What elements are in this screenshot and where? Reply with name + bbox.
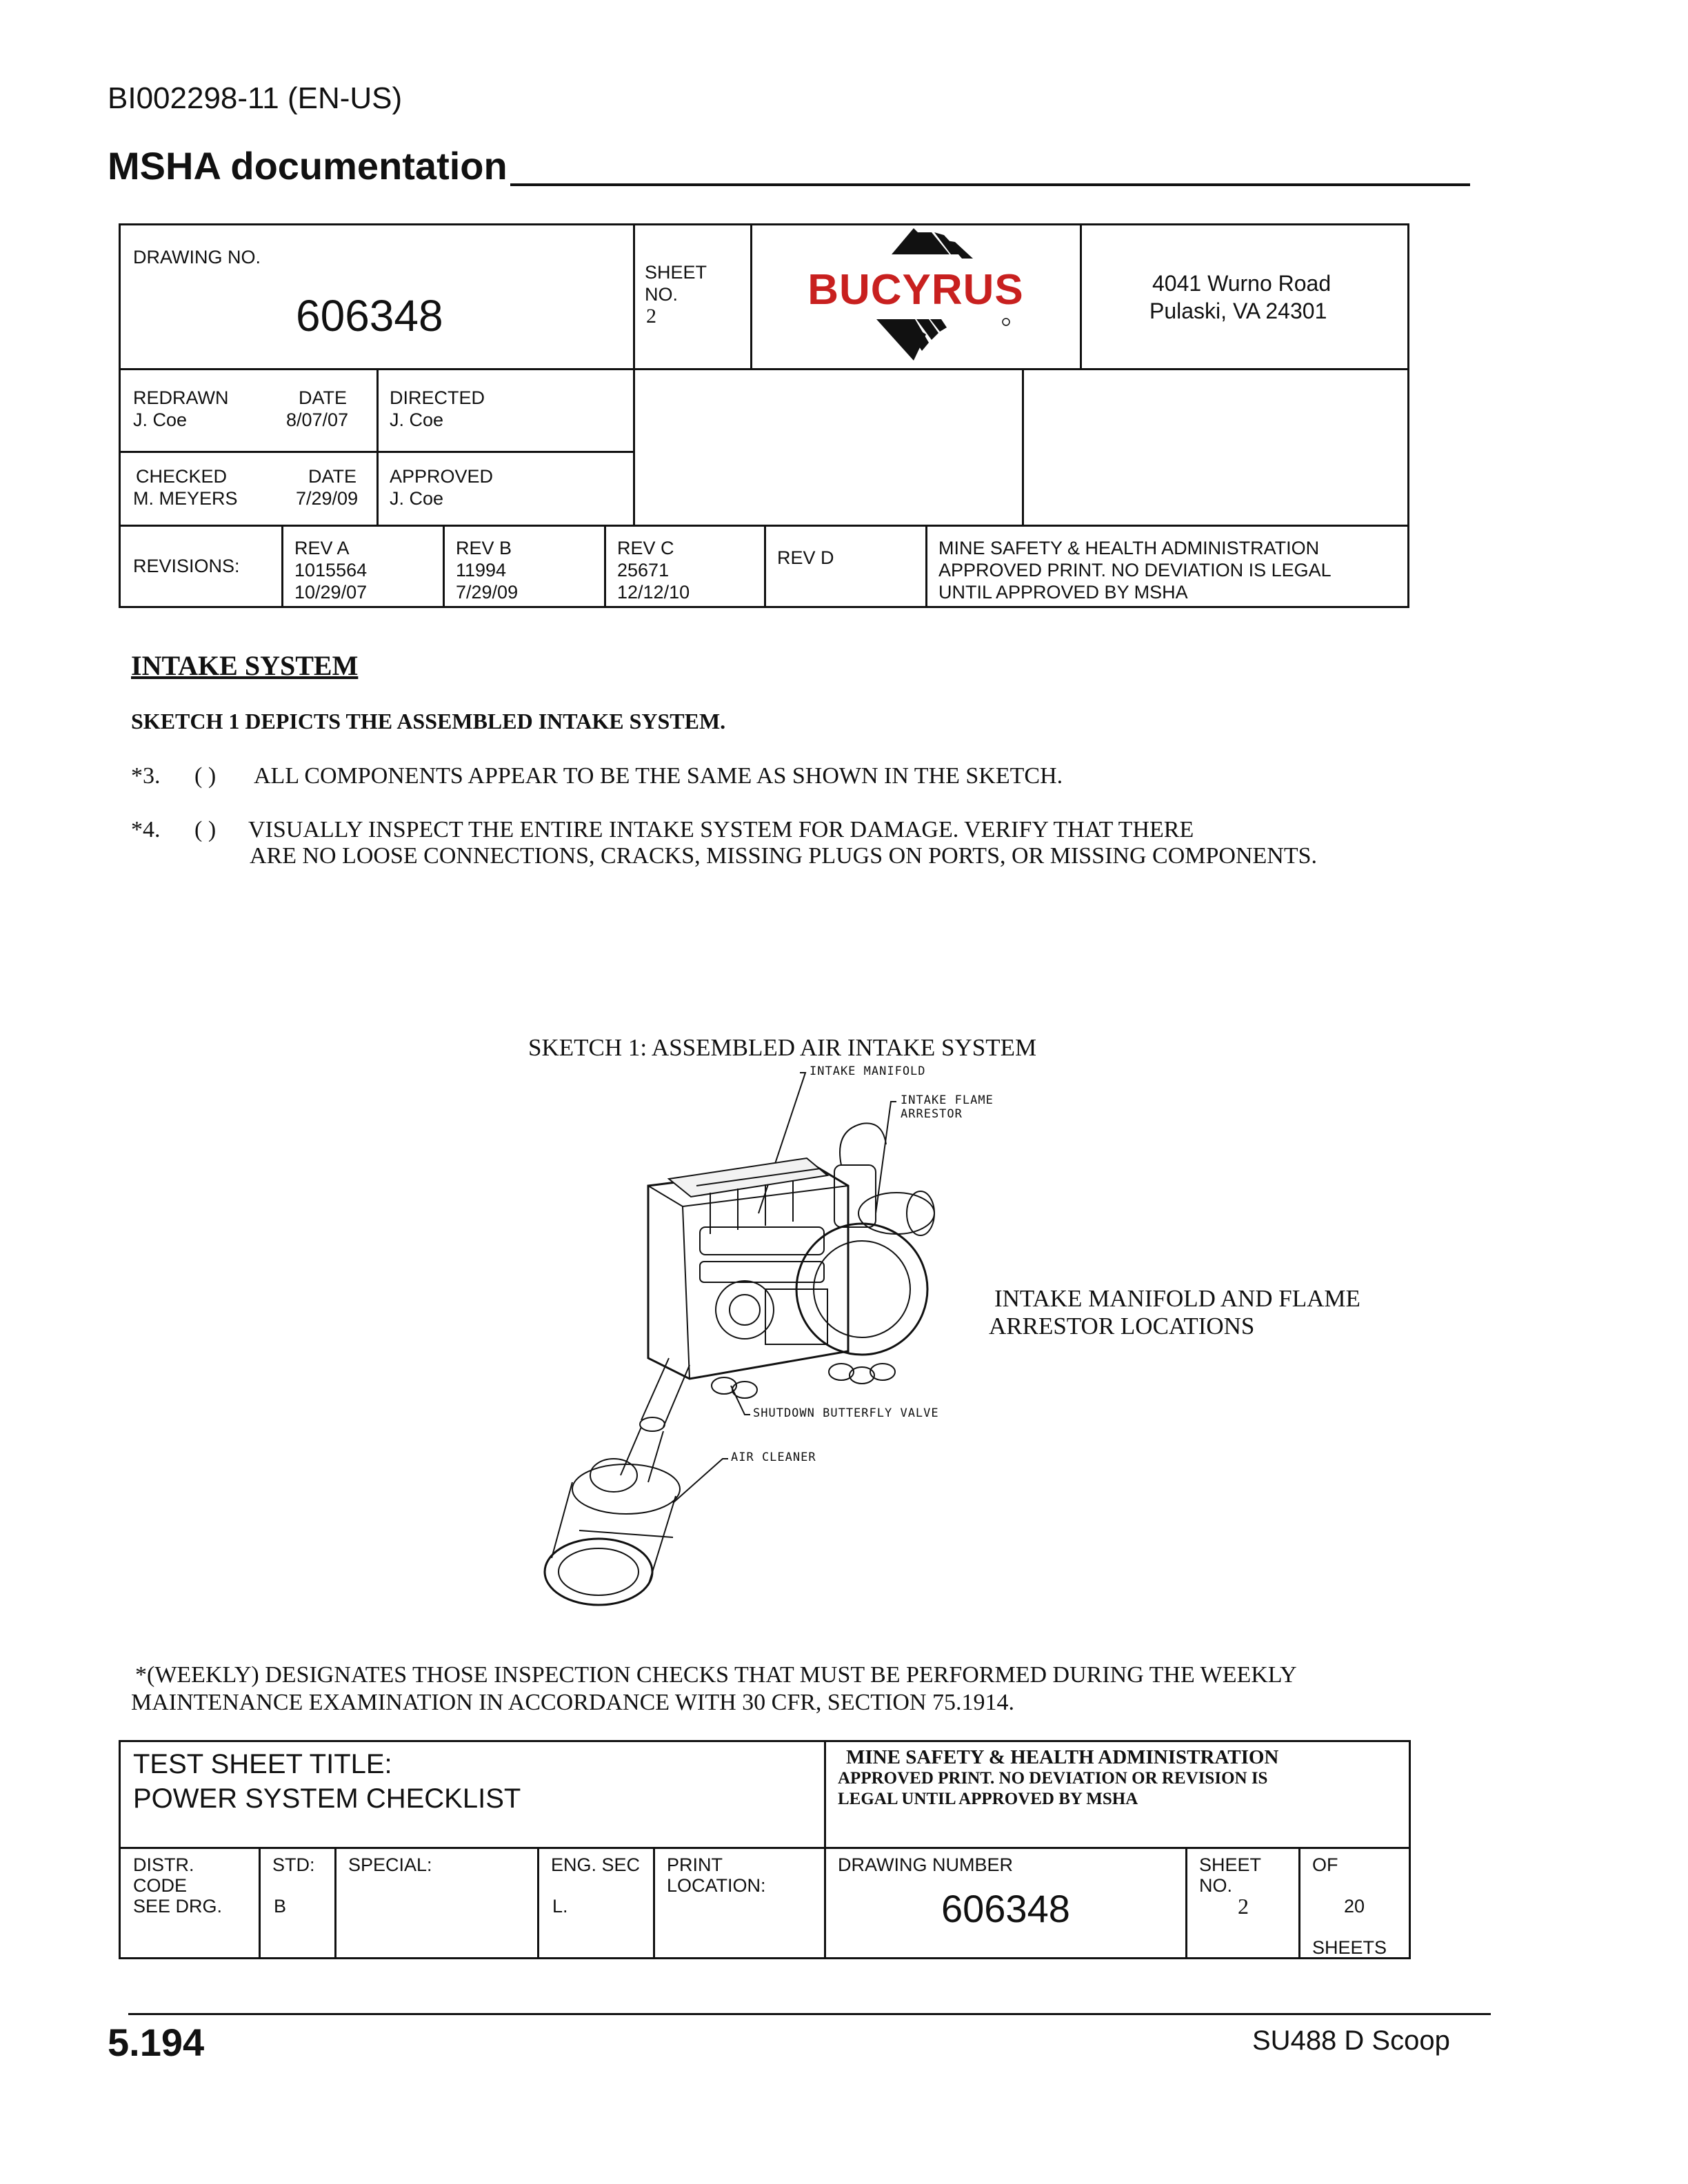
test-sheet-title: POWER SYSTEM CHECKLIST <box>133 1783 521 1814</box>
logo-mark-icon <box>754 227 1078 367</box>
product-name: SU488 D Scoop <box>1252 2025 1450 2056</box>
footer-rule <box>128 2013 1491 2015</box>
distr-label-2: CODE <box>133 1875 188 1896</box>
rev-b-number: 11994 <box>456 560 507 580</box>
of-value: 20 <box>1344 1896 1365 1917</box>
revisions-label: REVISIONS: <box>133 556 240 576</box>
checked-date: 7/29/09 <box>296 488 359 509</box>
of-label: OF <box>1312 1854 1338 1875</box>
std-label: STD: <box>272 1854 315 1875</box>
divider <box>1185 1847 1187 1957</box>
approved-label: APPROVED <box>390 466 494 487</box>
divider <box>121 368 1407 370</box>
distr-value: SEE DRG. <box>133 1896 223 1917</box>
address-line-1: 4041 Wurno Road <box>1152 271 1332 296</box>
directed-label: DIRECTED <box>390 387 485 408</box>
divider <box>925 525 927 606</box>
checked-date-label: DATE <box>308 466 357 487</box>
rev-a-date: 10/29/07 <box>294 582 368 603</box>
section-title: MSHA documentation <box>108 144 508 188</box>
item-3-text: ALL COMPONENTS APPEAR TO BE THE SAME AS SHOWN IN THE SKETCH. <box>254 763 1063 789</box>
sheet-no-label: NO. <box>1199 1875 1233 1896</box>
distr-label-1: DISTR. <box>133 1854 194 1875</box>
sheet-no-value: 2 <box>646 305 656 327</box>
drawing-no-value: 606348 <box>296 291 443 341</box>
redrawn-label: REDRAWN <box>133 387 229 408</box>
rev-c-label: REV C <box>617 538 674 558</box>
flame-arrestor-label: INTAKE FLAME ARRESTOR <box>901 1093 994 1121</box>
divider <box>259 1847 261 1957</box>
bucyrus-logo <box>754 227 1078 367</box>
item-3-number: *3. <box>131 763 161 789</box>
eng-sec-value: L. <box>552 1896 568 1917</box>
rev-d-label: REV D <box>777 547 834 568</box>
divider <box>1022 368 1024 525</box>
divider <box>604 525 606 606</box>
divider <box>537 1847 539 1957</box>
sketch-intro: SKETCH 1 DEPICTS THE ASSEMBLED INTAKE SYSTEM. <box>131 709 726 734</box>
msha-notice-line-1: MINE SAFETY & HEALTH ADMINISTRATION <box>938 538 1320 558</box>
divider <box>824 1742 826 1957</box>
svg-text:BUCYRUS: BUCYRUS <box>807 266 1024 314</box>
air-cleaner-label: AIR CLEANER <box>731 1450 816 1464</box>
item-4-number: *4. <box>131 817 161 842</box>
drawing-title-block <box>119 223 1409 608</box>
rev-b-date: 7/29/09 <box>456 582 519 603</box>
divider <box>764 525 766 606</box>
directed-by: J. Coe <box>390 410 444 430</box>
drawing-no-label: DRAWING NO. <box>133 247 261 267</box>
msha-approval-line-2: APPROVED PRINT. NO DEVIATION OR REVISION IS <box>838 1769 1268 1788</box>
page-number: 5.194 <box>108 2021 205 2064</box>
rev-c-date: 12/12/10 <box>617 582 690 603</box>
divider <box>633 225 635 525</box>
sheet-label: SHEET <box>1199 1854 1262 1875</box>
checked-by: M. MEYERS <box>133 488 238 509</box>
special-label: SPECIAL: <box>348 1854 432 1875</box>
divider <box>334 1847 336 1957</box>
sketch-caption-line-2: ARRESTOR LOCATIONS <box>989 1313 1255 1339</box>
sketch-caption-line-1: INTAKE MANIFOLD AND FLAME <box>994 1285 1360 1312</box>
sheet-label: SHEET <box>645 262 707 283</box>
msha-approval-line-3: LEGAL UNTIL APPROVED BY MSHA <box>838 1790 1138 1808</box>
divider <box>376 368 379 525</box>
print-location-label-1: PRINT <box>667 1854 723 1875</box>
divider <box>1298 1847 1300 1957</box>
msha-notice-line-2: APPROVED PRINT. NO DEVIATION IS LEGAL <box>938 560 1332 580</box>
print-location-label-2: LOCATION: <box>667 1875 766 1896</box>
divider <box>281 525 283 606</box>
redrawn-date: 8/07/07 <box>286 410 349 430</box>
msha-approval-line-1: MINE SAFETY & HEALTH ADMINISTRATION <box>846 1746 1279 1768</box>
std-value: B <box>274 1896 287 1917</box>
weekly-note-line-1: *(WEEKLY) DESIGNATES THOSE INSPECTION CHECKS THAT MUST BE PERFORMED DURING THE WEEKLY <box>135 1662 1297 1688</box>
redrawn-date-label: DATE <box>299 387 348 408</box>
rev-c-number: 25671 <box>617 560 670 580</box>
rev-a-number: 1015564 <box>294 560 368 580</box>
sheet-no-value: 2 <box>1238 1894 1249 1919</box>
item-3-checkbox: ( ) <box>194 763 217 789</box>
title-underline <box>510 183 1470 186</box>
divider <box>1080 225 1082 368</box>
test-sheet-block <box>119 1740 1411 1959</box>
drawing-number-label: DRAWING NUMBER <box>838 1854 1013 1875</box>
weekly-note-line-2: MAINTENANCE EXAMINATION IN ACCORDANCE WITH 30 CFR, SECTION 75.1914. <box>131 1690 1014 1715</box>
drawing-number-value: 606348 <box>941 1887 1070 1930</box>
butterfly-valve-label: SHUTDOWN BUTTERFLY VALVE <box>753 1406 939 1420</box>
item-4-text-line-1: VISUALLY INSPECT THE ENTIRE INTAKE SYSTEM FOR DAMAGE. VERIFY THAT THERE <box>248 817 1194 842</box>
divider <box>121 1847 1409 1849</box>
redrawn-by: J. Coe <box>133 410 188 430</box>
section-heading: INTAKE SYSTEM <box>131 650 359 681</box>
divider <box>750 225 752 368</box>
sheet-no-label: NO. <box>645 284 679 305</box>
rev-b-label: REV B <box>456 538 512 558</box>
checked-label: CHECKED <box>136 466 228 487</box>
msha-notice-line-3: UNTIL APPROVED BY MSHA <box>938 582 1188 603</box>
rev-a-label: REV A <box>294 538 350 558</box>
item-4-checkbox: ( ) <box>194 817 217 842</box>
intake-system-sketch <box>538 1062 1062 1613</box>
intake-manifold-label: INTAKE MANIFOLD <box>810 1064 926 1078</box>
item-4-text-line-2: ARE NO LOOSE CONNECTIONS, CRACKS, MISSING PLUGS ON PORTS, OR MISSING COMPONENTS. <box>250 843 1317 869</box>
divider <box>443 525 445 606</box>
divider <box>653 1847 655 1957</box>
test-sheet-label: TEST SHEET TITLE: <box>133 1749 392 1779</box>
eng-sec-label: ENG. SEC <box>551 1854 641 1875</box>
address-line-2: Pulaski, VA 24301 <box>1149 299 1327 323</box>
document-id: BI002298-11 (EN-US) <box>108 81 403 115</box>
sketch-title: SKETCH 1: ASSEMBLED AIR INTAKE SYSTEM <box>528 1034 1037 1061</box>
approved-by: J. Coe <box>390 488 444 509</box>
sheets-label: SHEETS <box>1312 1937 1387 1958</box>
